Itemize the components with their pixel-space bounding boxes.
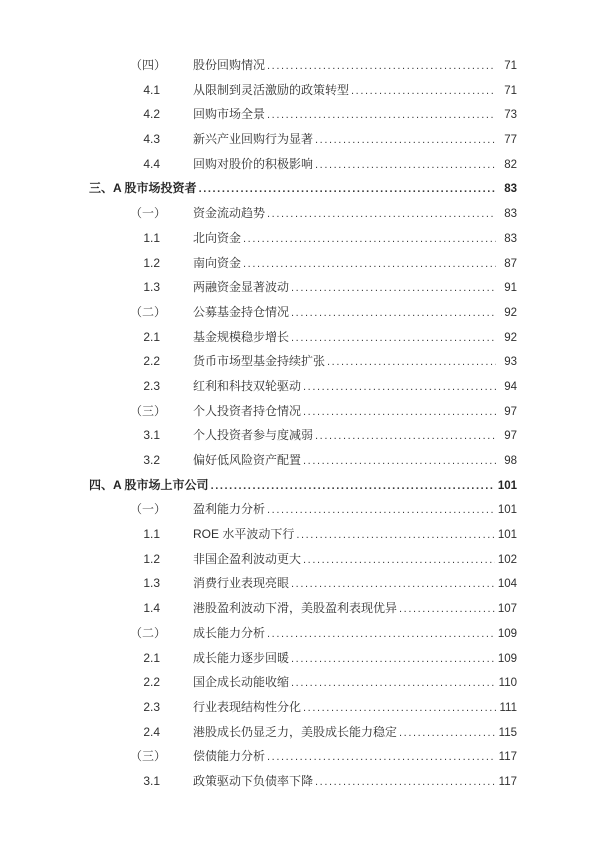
entry-number: 4.2: [143, 107, 160, 122]
entry-label: 非国企盈利波动更大: [193, 551, 302, 566]
entry-label: 港股成长仍显乏力，美股成长能力稳定: [193, 724, 398, 739]
entry-page: 117: [498, 775, 517, 788]
entry-number: 2.3: [143, 699, 160, 714]
dot-leader: [327, 354, 496, 368]
entry-page: 111: [499, 701, 517, 714]
entry-page: 94: [504, 380, 517, 393]
toc-entry[interactable]: [0, 747, 603, 772]
toc-entry[interactable]: [0, 402, 603, 427]
dot-leader: [267, 58, 496, 72]
entry-page: 83: [504, 232, 517, 245]
entry-number: 2.1: [143, 329, 160, 344]
entry-page: 117: [498, 751, 517, 764]
dot-leader: [243, 231, 496, 245]
entry-page: 104: [497, 578, 517, 591]
entry-number: （三）: [130, 403, 167, 418]
entry-number: （一）: [130, 206, 167, 221]
entry-number: 2.2: [143, 675, 160, 690]
entry-number: 3.1: [143, 773, 160, 788]
toc-entry[interactable]: [0, 673, 603, 698]
toc-entry[interactable]: [0, 352, 603, 377]
entry-label: 政策驱动下负债率下降: [193, 773, 314, 788]
entry-label: 个人投资者持仓情况: [193, 403, 302, 418]
entry-page: 107: [497, 603, 517, 616]
entry-page: 82: [504, 158, 517, 171]
dot-leader: [291, 675, 496, 689]
entry-number: 三、: [89, 181, 114, 196]
dot-leader: [211, 478, 495, 492]
entry-number: 2.1: [143, 650, 160, 665]
dot-leader: [291, 576, 495, 590]
entry-number: 四、: [89, 477, 114, 492]
entry-page: 97: [504, 430, 517, 443]
dot-leader: [267, 626, 495, 640]
dot-leader: [315, 157, 496, 171]
toc-entry[interactable]: [0, 500, 603, 525]
toc-entry[interactable]: [0, 476, 603, 501]
entry-page: 92: [504, 331, 517, 344]
entry-number: 1.1: [143, 230, 160, 245]
entry-number: （二）: [130, 625, 167, 640]
entry-label: ROE 水平波动下行: [193, 527, 295, 542]
entry-number: 4.3: [143, 132, 160, 147]
dot-leader: [199, 181, 496, 195]
dot-leader: [267, 206, 496, 220]
entry-label: A 股市场上市公司: [113, 477, 209, 492]
toc-entry[interactable]: [0, 278, 603, 303]
dot-leader: [315, 774, 496, 788]
entry-label: 港股盈利波动下滑，美股盈利表现优异: [193, 601, 398, 616]
entry-label: 行业表现结构性分化: [193, 699, 302, 714]
toc-entry[interactable]: [0, 525, 603, 550]
dot-leader: [267, 749, 496, 763]
toc-entry[interactable]: [0, 81, 603, 106]
toc-entry[interactable]: [0, 574, 603, 599]
entry-label: 成长能力逐步回暖: [193, 650, 290, 665]
entry-number: 1.2: [143, 551, 160, 566]
dot-leader: [267, 107, 496, 121]
entry-label: 偿债能力分析: [193, 749, 266, 764]
entry-page: 101: [497, 504, 517, 517]
entry-page: 93: [504, 356, 517, 369]
toc-list: [0, 56, 603, 797]
dot-leader: [315, 428, 496, 442]
entry-label: 成长能力分析: [193, 625, 266, 640]
entry-number: 2.2: [143, 354, 160, 369]
dot-leader: [351, 83, 496, 97]
toc-entry[interactable]: [0, 377, 603, 402]
toc-entry[interactable]: [0, 723, 603, 748]
entry-number: （三）: [130, 749, 167, 764]
entry-page: 77: [504, 134, 517, 147]
entry-label: 北向资金: [193, 230, 242, 245]
toc-entry[interactable]: [0, 204, 603, 229]
toc-entry[interactable]: [0, 328, 603, 353]
entry-label: 偏好低风险资产配置: [193, 453, 302, 467]
dot-leader: [243, 256, 496, 270]
toc-entry[interactable]: [0, 451, 603, 476]
entry-page: 71: [504, 84, 517, 97]
dot-leader: [399, 601, 495, 615]
entry-number: 2.3: [143, 378, 160, 393]
toc-entry[interactable]: [0, 155, 603, 180]
dot-leader: [303, 453, 496, 467]
entry-page: 97: [504, 405, 517, 418]
entry-number: 1.3: [143, 576, 160, 591]
toc-entry[interactable]: [0, 772, 603, 797]
toc-entry[interactable]: [0, 105, 603, 130]
dot-leader: [399, 725, 496, 739]
toc-entry[interactable]: [0, 303, 603, 328]
entry-label: 两融资金显著波动: [193, 280, 290, 295]
entry-label: 回购市场全景: [193, 107, 266, 122]
toc-entry[interactable]: [0, 130, 603, 155]
entry-label: 货币市场型基金持续扩张: [193, 354, 326, 369]
entry-page: 92: [504, 306, 517, 319]
toc-entry[interactable]: [0, 254, 603, 279]
entry-label: 股份回购情况: [193, 58, 266, 72]
toc-entry[interactable]: [0, 599, 603, 624]
toc-entry[interactable]: [0, 649, 603, 674]
entry-label: 回购对股价的积极影响: [193, 156, 314, 171]
dot-leader: [315, 132, 496, 146]
toc-entry[interactable]: [0, 179, 603, 204]
dot-leader: [291, 651, 495, 665]
entry-number: 1.3: [143, 280, 160, 295]
entry-number: 1.1: [143, 527, 160, 542]
dot-leader: [296, 527, 494, 541]
entry-number: （二）: [130, 304, 167, 319]
entry-number: 1.4: [143, 601, 160, 616]
toc-entry[interactable]: [0, 624, 603, 649]
toc-entry[interactable]: [0, 550, 603, 575]
entry-page: 109: [497, 652, 517, 665]
dot-leader: [303, 700, 496, 714]
entry-number: 2.4: [143, 724, 160, 739]
entry-label: 个人投资者参与度减弱: [193, 428, 314, 443]
entry-number: 4.1: [143, 82, 160, 97]
entry-label: 从限制到灵活激励的政策转型: [193, 82, 350, 97]
entry-number: 1.2: [143, 255, 160, 270]
entry-page: 101: [497, 479, 517, 492]
toc-entry[interactable]: [0, 698, 603, 723]
entry-page: 87: [504, 257, 517, 270]
entry-page: 101: [497, 529, 517, 542]
entry-label: 南向资金: [193, 255, 242, 270]
entry-page: 102: [497, 553, 517, 566]
entry-page: 115: [498, 726, 517, 739]
entry-number: 3.2: [143, 453, 160, 467]
toc-entry[interactable]: [0, 229, 603, 254]
dot-leader: [291, 280, 496, 294]
entry-number: （四）: [130, 58, 167, 72]
entry-label: 红利和科技双轮驱动: [193, 378, 302, 393]
entry-number: 3.1: [143, 428, 160, 443]
entry-page: 109: [497, 627, 517, 640]
entry-label: 公募基金持仓情况: [193, 304, 290, 319]
entry-page: 83: [504, 208, 517, 221]
entry-page: 91: [504, 282, 517, 295]
entry-label: 消费行业表现亮眼: [193, 576, 290, 591]
entry-label: 基金规模稳步增长: [193, 329, 290, 344]
dot-leader: [291, 305, 496, 319]
entry-label: 新兴产业回购行为显著: [193, 132, 314, 147]
entry-number: 4.4: [143, 156, 160, 171]
entry-label: 盈利能力分析: [193, 502, 266, 517]
toc-entry[interactable]: [0, 426, 603, 451]
dot-leader: [303, 552, 495, 566]
entry-number: （一）: [130, 502, 167, 517]
entry-page: 73: [504, 109, 517, 122]
entry-label: 资金流动趋势: [193, 206, 266, 221]
toc-entry[interactable]: [0, 56, 603, 81]
entry-page: 83: [504, 183, 517, 196]
dot-leader: [267, 502, 495, 516]
entry-page: 110: [498, 677, 517, 690]
entry-label: 国企成长动能收缩: [193, 675, 290, 690]
dot-leader: [303, 379, 496, 393]
dot-leader: [291, 330, 496, 344]
entry-page: 71: [504, 60, 517, 72]
entry-label: A 股市场投资者: [113, 181, 197, 196]
entry-page: 98: [504, 455, 517, 467]
dot-leader: [303, 404, 496, 418]
